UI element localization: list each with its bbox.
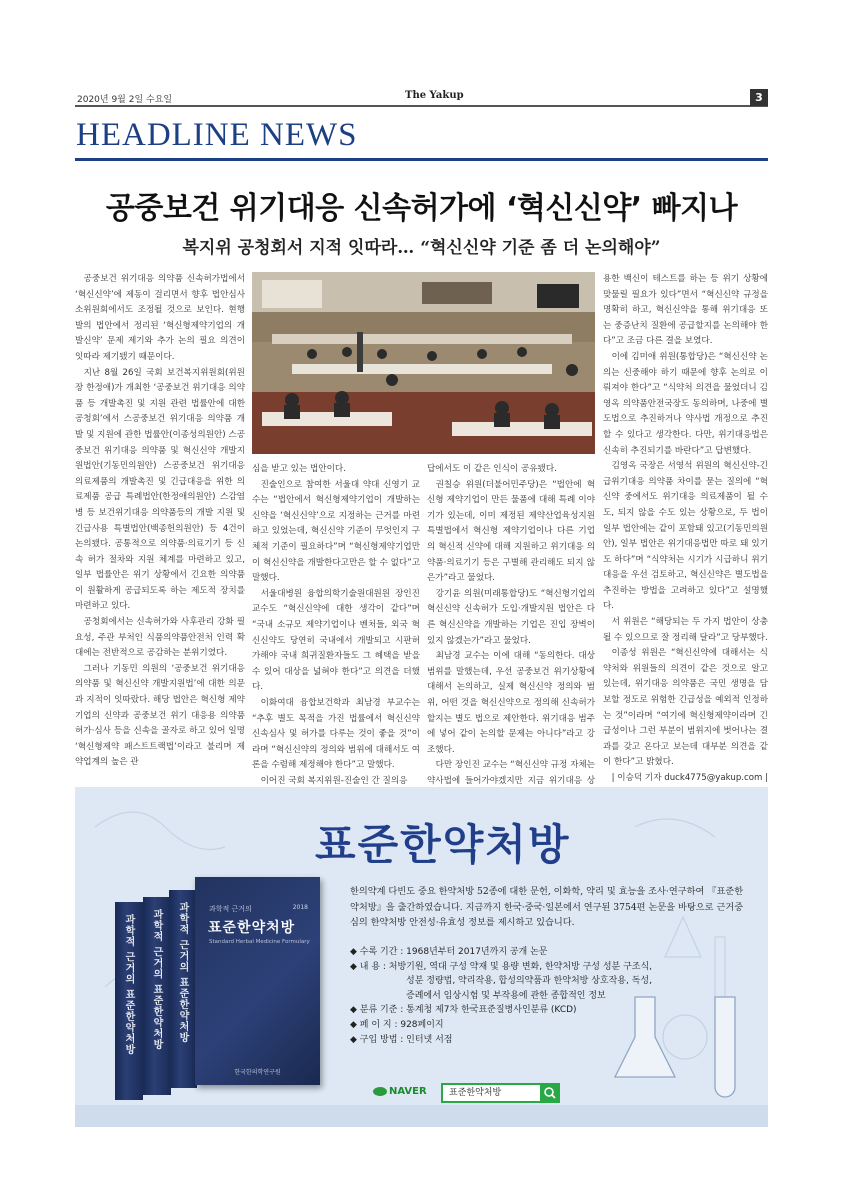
book-spine-title: 과학적 근거의 표준한약처방 <box>177 902 188 1043</box>
article-headline: 공중보건 위기대응 신속허가에 ‘혁신신약’ 빠지나 <box>105 191 738 226</box>
book-spine-title: 과학적 근거의 표준한약처방 <box>151 909 162 1050</box>
paragraph: 이어진 국회 복지위원-진술인 간 질의응 <box>260 775 408 786</box>
committee-room-photo <box>252 272 595 454</box>
paragraph: 이종성 위원은 “혁신신약에 대해서는 식약처와 위원들의 의견이 같은 것으로 알고 있는데, 위기대응 의약품은 국민 생명을 담보할 정도로 위험한 긴급성을 예외적 인정하는 것”이라며 “여기에 혁신형제약이라며 긴급성이나 그런 부분이 범위지에 벗어나는 결과를 갖고 온다고 보는데 대부분 의견을 같이 한다”고 밝혔다. <box>603 648 768 768</box>
search-button[interactable] <box>540 1083 560 1103</box>
page-number: 3 <box>750 89 768 106</box>
issue-date: 2020년 9월 2일 수요일 <box>77 95 173 105</box>
article-column-4 <box>603 272 768 783</box>
paragraph: 이에 김미애 위원(통합당)은 “혁신신약 논의는 신중해야 하기 때문에 향후 논의로 이뤄져야 한다”고 “식약처 의견을 물었더니 김영옥 의약품안전국장도 동의하며, 나중에 별도법으로 추진하거나 약사법 개정으로 추진할 수 있다고 생각한다. 다만, 위기대응법은 신속히 추진되기를 바란다”고 답변했다. <box>603 351 768 456</box>
naver-label: NAVER <box>389 1086 427 1097</box>
article-column-2 <box>252 462 420 786</box>
paragraph: 최남경 교수는 이에 대해 “동의한다. 대상 범위를 말했는데, 우선 공중보건 위기상황에 대해서 논의하고, 실제 혁신신약 정의와 범위, 어떤 것을 혁신신약으로 정의해 신속허가할지는 별도 법으로 제안한다. 위기대응 범주에 넣어 같이 논의할 문제는 아니다”라고 강조했다. <box>427 651 595 755</box>
paragraph: 서 위원은 “해당되는 두 가지 법안이 상충될 수 있으므로 잘 정리해 달라”고 당부했다. <box>603 617 768 643</box>
article-column-1 <box>75 272 245 768</box>
article-byline: | 이승덕 기자 duck4775@yakup.com | <box>611 773 768 783</box>
book-advertisement <box>75 787 768 1127</box>
list-item: ◆ 페 이 지 : 928페이지 <box>350 1019 444 1030</box>
book-spine <box>115 902 143 1100</box>
brand-logo: The Yakup <box>405 90 464 101</box>
list-item: 증례에서 임상시험 및 부작용에 관한 종합적인 정보 <box>406 990 606 1001</box>
article-subheadline: 복지위 공청회서 지적 잇따라… “혁신신약 기준 좀 더 논의해야” <box>182 238 661 258</box>
hearing-photo <box>252 272 595 454</box>
section-divider <box>75 158 768 161</box>
paragraph: 진술인으로 참여한 서울대 약대 신영기 교수는 “법안에서 혁신형제약기업이 개발하는 신약을 ‘혁신신약’으로 지정하는 근거를 마련하고 있었는데, 혁신신약 기준이 무엇인지 구체적 기준이 필요하다”며 “혁신형제약기업만이 혁신신약을 개발한다고만은 할 수 없다”고 말했다. <box>252 479 420 584</box>
list-item: ◆ 구입 방법 : 인터넷 서점 <box>350 1034 453 1045</box>
naver-leaf-icon <box>373 1087 387 1096</box>
paragraph: 김영옥 국장은 서영석 위원의 혁신신약-긴급위기대응 의약품 차이를 묻는 질의에 “혁신약 중에서도 위기대응 의료제품이 될 수도, 되지 않을 수도 있는 상황으로, 두 법이 일부 법안에는 같이 포함돼 있고(기동민의원안), 일부 법안은 위기대응법만 따로 돼 있기도 하다”며 “식약처는 시기가 시급하니 위기대응을 우선 검토하고, 혁신신약은 별도법을 추진하는 방법을 고려하고 있다”고 설명했다. <box>603 461 768 612</box>
paragraph: 이화여대 융합보건학과 최남경 부교수는 “추후 별도 목적을 가진 법률에서 혁신신약 신속심사 및 허가를 다루는 것이 좋을 것”이라며 “혁신신약의 정의와 범위에 대해서도 여론을 수렴해 제정해야 한다”고 말했다. <box>252 697 420 771</box>
section-title: HEADLINE NEWS <box>76 117 358 153</box>
paragraph: 강기윤 의원(미래통합당)도 “혁신형기업의 혁신신약 신속허가 도입·개발지원 법안은 다른 혁신신약을 개발하는 기업은 진입 장벽이 있지 않겠는가”라고 물었다. <box>427 588 595 646</box>
book-cover-subtitle: 과학적 근거의 <box>209 905 252 913</box>
paragraph: 용한 백신이 테스트를 하는 등 위기 상황에 맞물릴 필요가 있다”면서 “혁신신약 규정을 명확히 하고, 혁신신약을 통해 위기대응 또는 중증난치 질환에 공급할지를 논의해야 한다”고 조금 다른 결을 보였다. <box>603 274 768 347</box>
book-cover-english-title: Standard Herbal Medicine Formulary <box>209 939 310 945</box>
paragraph: 권칠승 위원(더불어민주당)은 “법안에 혁신형 제약기업이 만든 물품에 대해 특례 이야기가 있는데, 이미 제정된 제약산업육성지원 특별법에서 혁신형 제약기업이나 다른 기업의 혁신적 신약에 대해 지원하고 위기대응 의약품·의료기기 등은 구별해 관리해도 되지 않은가”라고 물었다. <box>427 479 595 584</box>
paragraph: 공청회에서는 신속허가와 사후관리 강화 필요성, 주관 부처인 식품의약품안전처 인력 확대에는 전반적으로 공감하는 분위기였다. <box>75 617 245 659</box>
paragraph: 그러나 기동민 의원의 ‘공중보건 위기대응 의약품 및 혁신신약 개발지원법’에 대한 의문과 지적이 잇따랐다. 해당 법안은 혁신형 제약기업의 신약과 공중보건 위기 대응용 의약품 허가·심사 등을 신속을 골자로 하고 있어 일명 ‘혁신형제약 패스트트랙법’이라고 불리며 제약업계의 높은 관 <box>75 663 245 768</box>
paragraph: 다만 장인진 교수는 “혁신신약 규정 자체는 약사법에 들어가야겠지만 지금 위기대응 상 <box>427 760 595 786</box>
book-spine <box>169 890 197 1088</box>
paragraph: 서울대병원 융합의학기술원대원원 장인진 교수도 “혁신신약에 대한 생각이 같다”며 “국내 소규모 제약기업이나 벤처들, 외국 혁신신약도 당연히 국내에서 개발되고 시판허가해야 국내 희귀질환자들도 그 혜택을 받을 수 있어 대상을 넓혀야 한다”고 의견을 더했다. <box>252 588 420 693</box>
naver-logo <box>373 1086 427 1097</box>
search-icon <box>540 1083 560 1103</box>
book-spine-title: 과학적 근거의 표준한약처방 <box>123 914 134 1055</box>
list-item: 성분 정량법, 약리작용, 합성의약품과 한약처방 상호작용, 독성, <box>406 976 652 987</box>
book-cover-year: 2018 <box>292 904 308 911</box>
article-column-3 <box>427 462 595 786</box>
book-cover-title: 표준한약처방 <box>208 920 296 936</box>
book-cover <box>195 877 320 1085</box>
list-item: ◆ 내 용 : 처방기원, 역대 구성 약재 및 용량 변화, 한약처방 구성 성분 구조식, <box>350 961 653 972</box>
list-item: ◆ 수록 기간 : 1968년부터 2017년까지 공개 논문 <box>350 947 548 957</box>
ad-info-list <box>350 945 750 1047</box>
ad-intro: 한의약계 다빈도 중요 한약처방 52종에 대한 문헌, 이화학, 약리 및 효능을 조사·연구하여 『표준한약처방』을 출간하였습니다. 지금까지 한국·중국·일본에서 연구된 3754편 논문을 바탕으로 근거중심의 한약처방 안전성·유효성 정보를 제시하고 있습니다. <box>350 886 744 928</box>
search-input[interactable]: 표준한약처방 <box>441 1083 543 1103</box>
ad-title: 표준한약처방 <box>315 820 571 869</box>
book-cover-publisher: 한국한의학연구원 <box>234 1069 281 1076</box>
paragraph: 공중보건 위기대응 의약품 신속허가법에서 ‘혁신신약’에 제동이 걸리면서 향후 법안심사소위원회에서도 조정될 것으로 보인다. 현행 발의 법안에서 정리된 ‘혁신형제약기업의 개발신약’ 문제 제기와 추가 논의 필요 의견이 잇따라 제기됐기 때문이다. <box>75 274 245 362</box>
list-item: ◆ 분류 기준 : 통계청 제7차 한국표준질병사인분류 (KCD) <box>350 1005 577 1016</box>
paragraph: 답에서도 이 같은 인식이 공유됐다. <box>427 464 557 474</box>
paragraph: 심을 받고 있는 법안이다. <box>252 464 346 474</box>
naver-search-banner <box>373 1083 558 1105</box>
book-spine <box>143 897 171 1095</box>
paragraph: 지난 8월 26일 국회 보건복지위원회(위원장 한정애)가 개최한 ‘공중보건 위기대응 의약품 등 개발촉진 및 지원 관련 법률안에 대한 공청회’에서 스공중보건 위기대응 의약품 개발 및 지원에 관한 법률안(이종성의원안) 스공중보건 위기대응 의약품 및 혁신신약 개발지원법안(기동민의원안) 스공중보건 위기대응 의료제품의 개발촉진 및 긴급대응을 위한 의료제품 공급 특례법안(한정애의원안) 스감염병 등 보건위기대응 의약품등의 개발 지원 및 긴급사용 특별법안(백종헌의원안) 등 4건이 논의됐다. 공통적으로 의약품·의료기기 등 신속 허가 절차와 지원 체계를 마련하고 있고, 일부 법률안은 위기 상황에서 긴요한 의약품이 원활하게 공급되도록 하는 제도적 장치를 마련하고 있다. <box>75 367 245 612</box>
page-header <box>75 90 768 107</box>
